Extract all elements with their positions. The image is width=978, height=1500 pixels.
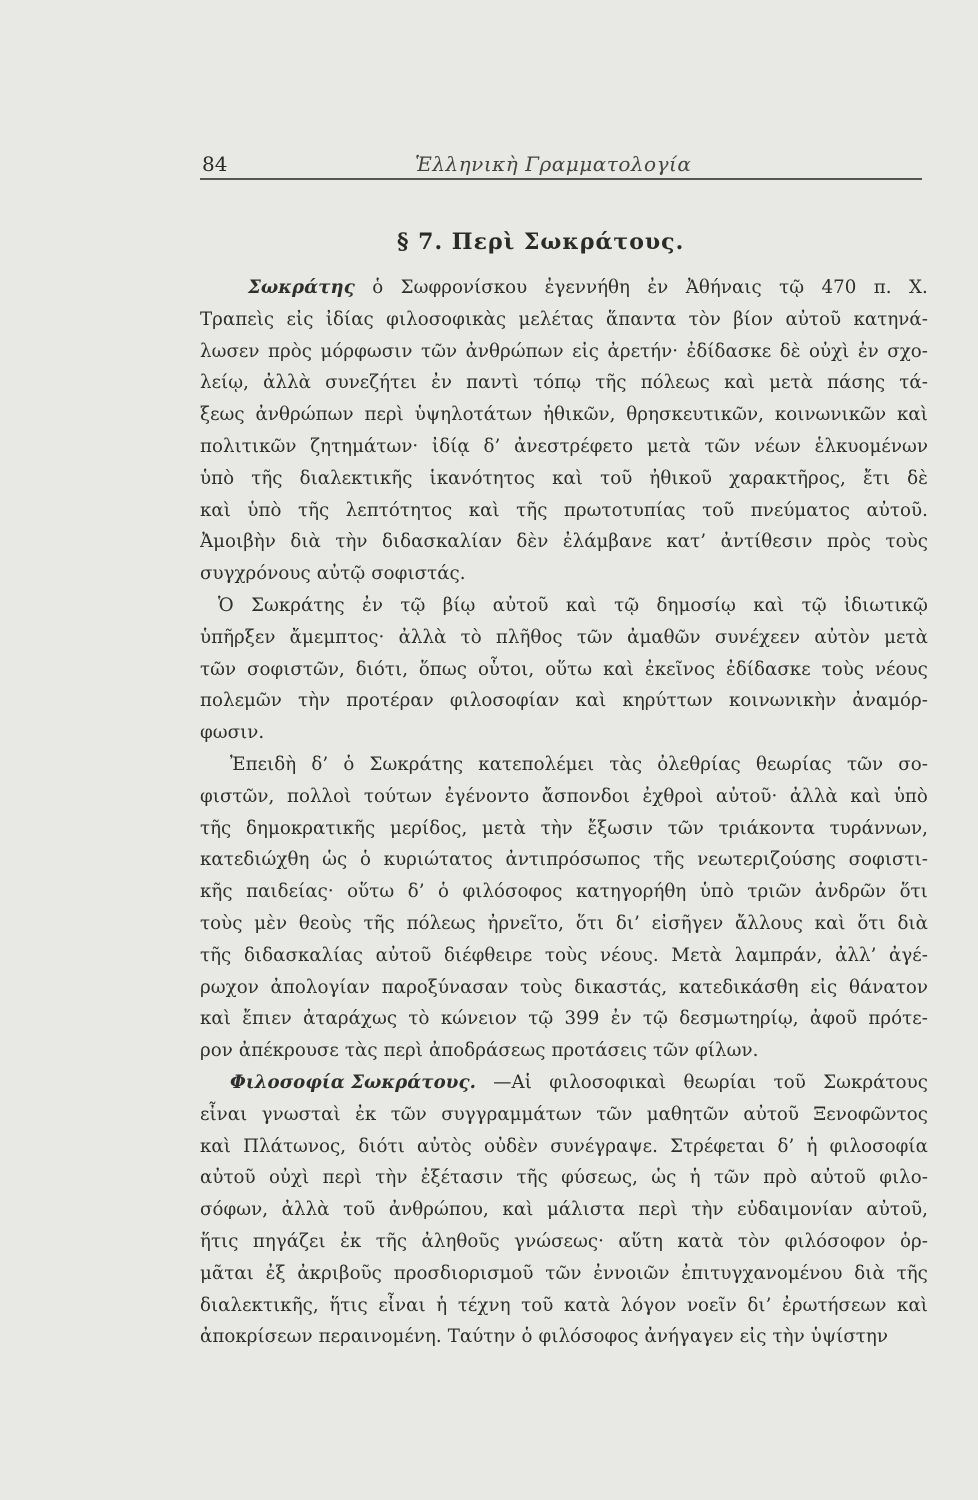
text-line: ὑπῆρξεν ἄμεμπτος· ἀλλὰ τὸ πλῆθος τῶν ἀμαθῶν συνέχεεν αὐτὸν μετὰ [200,626,928,648]
text-line: φιστῶν, πολλοὶ τούτων ἐγένοντο ἄσπονδοι ἐχθροὶ αὐτοῦ· ἀλλὰ καὶ ὑπὸ [200,785,928,807]
text-line: ἥτις πηγάζει ἐκ τῆς ἀληθοῦς γνώσεως· αὕτη κατὰ τὸν φιλόσοφον ὁρ- [200,1230,928,1252]
running-title: Ἑλληνικὴ Γραμματολογία [415,152,692,176]
text-line: ὑπὸ τῆς διαλεκτικῆς ἱκανότητος καὶ τοῦ ἠθικοῦ χαρακτῆρος, ἔτι δὲ [200,467,928,489]
text-line: ξεως ἀνθρώπων περὶ ὑψηλοτάτων ἠθικῶν, θρησκευτικῶν, κοινωνικῶν καὶ [200,404,928,426]
text-line: πολεμῶν τὴν προτέραν φιλοσοφίαν καὶ κηρύττων κοινωνικὴν ἀναμόρ- [200,690,928,712]
text-line: Ἀμοιβὴν διὰ τὴν διδασκαλίαν δὲν ἐλάμβανε κατ’ ἀντίθεσιν πρὸς τοὺς [200,531,928,553]
text-line: Σωκράτης ὁ Σωφρονίσκου ἐγεννήθη ἐν Ἀθήναις τῷ 470 π. Χ. [200,272,928,304]
section-heading: § 7. Περὶ Σωκράτους. [397,229,685,255]
text-line: λωσεν πρὸς μόρφωσιν τῶν ἀνθρώπων εἰς ἀρετήν· ἐδίδασκε δὲ οὐχὶ ἐν σχο- [200,340,928,362]
text-line: κῆς παιδείας· οὕτω δ’ ὁ φιλόσοφος κατηγορήθη ὑπὸ τριῶν ἀνδρῶν ὅτι [200,881,928,903]
page-header [200,148,922,180]
page-number: 84 [202,152,228,176]
text-line: σόφων, ἀλλὰ τοῦ ἀνθρώπου, καὶ μάλιστα περὶ τὴν εὐδαιμονίαν αὐτοῦ, [200,1199,928,1221]
text-line: καὶ ἔπιεν ἀταράχως τὸ κώνειον τῷ 399 ἐν τῷ δεσμωτηρίῳ, ἀφοῦ πρότε- [200,1008,928,1030]
text-line: λείῳ, ἀλλὰ συνεζήτει ἐν παντὶ τόπῳ τῆς πόλεως καὶ μετὰ πάσης τά- [200,372,928,394]
text-line: συγχρόνους αὐτῷ σοφιστάς. [200,563,466,585]
text-line: εἶναι γνωσταὶ ἐκ τῶν συγγραμμάτων τῶν μαθητῶν αὐτοῦ Ξενοφῶντος [200,1103,928,1125]
text-line: μᾶται ἐξ ἀκριβοῦς προσδιορισμοῦ τῶν ἐννοιῶν ἐπιτυγχανομένου διὰ τῆς [200,1262,928,1284]
text-line: αὐτοῦ οὐχὶ περὶ τὴν ἐξέτασιν τῆς φύσεως, ὡς ἡ τῶν πρὸ αὐτοῦ φιλο- [200,1167,928,1189]
text-line: τῶν σοφιστῶν, διότι, ὅπως οὗτοι, οὕτω καὶ ἐκεῖνος ἐδίδασκε τοὺς νέους [200,658,928,680]
text-line: Ὁ Σωκράτης ἐν τῷ βίῳ αὐτοῦ καὶ τῷ δημοσίῳ καὶ τῷ ἰδιωτικῷ [218,594,928,616]
text-line: ἀποκρίσεων περαινομένη. Ταύτην ὁ φιλόσοφος ἀνήγαγεν εἰς τὴν ὑψίστην [200,1326,888,1348]
text-line: κατεδιώχθη ὡς ὁ κυριώτατος ἀντιπρόσωπος τῆς νεωτεριζούσης σοφιστι- [200,849,928,871]
text-line: ρον ἀπέκρουσε τὰς περὶ ἀποδράσεως προτάσεις τῶν φίλων. [200,1040,759,1062]
body-text [200,272,928,1353]
paragraph-lead: Σωκράτης [248,277,355,298]
text-line: τοὺς μὲν θεοὺς τῆς πόλεως ἠρνεῖτο, ὅτι δι’ εἰσῆγεν ἄλλους καὶ ὅτι διὰ [200,912,928,934]
text-line: τῆς διδασκαλίας αὐτοῦ διέφθειρε τοὺς νέους. Μετὰ λαμπράν, ἀλλ’ ἀγέ- [200,944,928,966]
text-line: καὶ ὑπὸ τῆς λεπτότητος καὶ τῆς πρωτοτυπίας τοῦ πνεύματος αὐτοῦ. [200,499,928,521]
text-line: διαλεκτικῆς, ἥτις εἶναι ἡ τέχνη τοῦ κατὰ λόγον νοεῖν δι’ ἐρωτήσεων καὶ [200,1294,928,1316]
text-line: Ἐπειδὴ δ’ ὁ Σωκράτης κατεπολέμει τὰς ὀλεθρίας θεωρίας τῶν σο- [230,753,928,775]
text-line: καὶ Πλάτωνος, διότι αὐτὸς οὐδὲν συνέγραψε. Στρέφεται δ’ ἡ φιλοσοφία [200,1135,928,1157]
text-line: Φιλοσοφία Σωκράτους. —Αἱ φιλοσοφικαὶ θεωρίαι τοῦ Σωκράτους [200,1067,928,1099]
text-line: τῆς δημοκρατικῆς μερίδος, μετὰ τὴν ἔξωσιν τῶν τριάκοντα τυράννων, [200,817,928,839]
text-line: φωσιν. [200,722,265,744]
text-line: Τραπεὶς εἰς ἰδίας φιλοσοφικὰς μελέτας ἅπαντα τὸν βίον αὐτοῦ κατηνά- [200,308,928,330]
text-line: ρωχον ἀπολογίαν παροξύνασαν τοὺς δικαστάς, κατεδικάσθη εἰς θάνατον [200,976,928,998]
text-line: πολιτικῶν ζητημάτων· ἰδίᾳ δ’ ἀνεστρέφετο μετὰ τῶν νέων ἑλκυομένων [200,435,928,457]
paragraph-lead: Φιλοσοφία Σωκράτους. [230,1071,476,1093]
